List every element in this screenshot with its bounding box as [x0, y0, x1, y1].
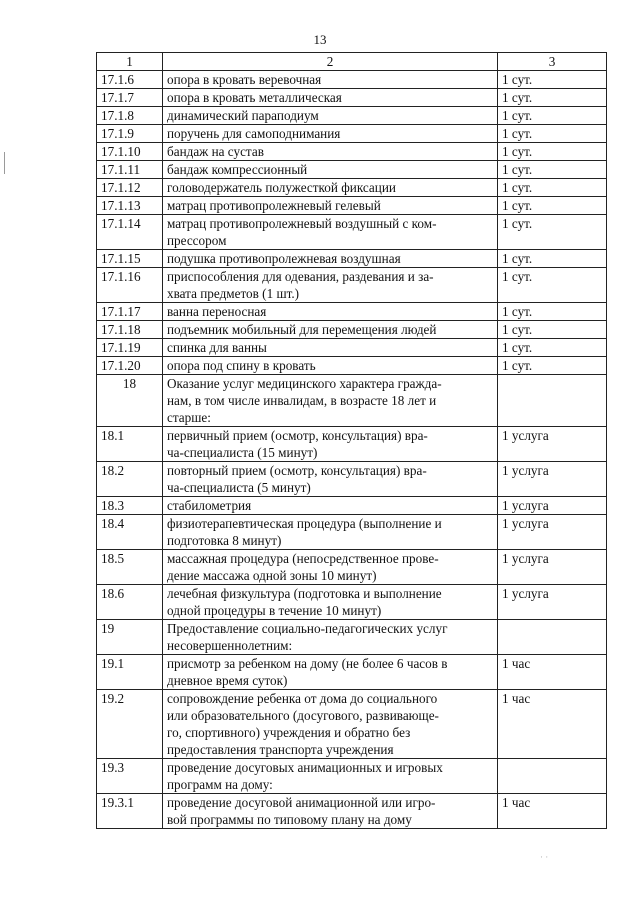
table-row [97, 197, 607, 215]
table-row [97, 179, 607, 197]
description-line: подготовка 8 минут) [167, 533, 282, 548]
description-line: первичный прием (осмотр, консультация) вра- [167, 428, 428, 443]
row-unit [498, 759, 607, 794]
row-unit [498, 375, 607, 427]
row-code: 17.1.18 [97, 321, 163, 339]
row-unit: 1 сут. [498, 161, 607, 179]
row-description [163, 427, 498, 462]
description-line: матрац противопролежневый гелевый [167, 198, 381, 213]
description-line: или образовательного (досугового, развивающе- [167, 708, 439, 723]
row-code: 17.1.16 [97, 268, 163, 303]
row-code: 18.1 [97, 427, 163, 462]
scan-noise: · · [540, 852, 549, 862]
row-unit: 1 услуга [498, 515, 607, 550]
row-description [163, 497, 498, 515]
row-unit: 1 сут. [498, 89, 607, 107]
table-row [97, 794, 607, 829]
row-description [163, 759, 498, 794]
row-code: 18.4 [97, 515, 163, 550]
row-unit [498, 620, 607, 655]
description-line: физиотерапевтическая процедура (выполнение и [167, 516, 442, 531]
row-description [163, 321, 498, 339]
row-unit: 1 сут. [498, 71, 607, 89]
description-line: одной процедуры в течение 10 минут) [167, 603, 382, 618]
table-row [97, 89, 607, 107]
row-description [163, 303, 498, 321]
row-description [163, 375, 498, 427]
description-line: Оказание услуг медицинского характера гражда- [167, 376, 442, 391]
row-description [163, 197, 498, 215]
description-line: нам, в том числе инвалидам, в возрасте 18 лет и [167, 393, 437, 408]
row-description [163, 143, 498, 161]
row-code: 19.3.1 [97, 794, 163, 829]
row-code: 19 [97, 620, 163, 655]
description-line: поручень для самоподнимания [167, 126, 341, 141]
description-line: динамический парaподиум [167, 108, 319, 123]
row-unit: 1 сут. [498, 250, 607, 268]
row-code: 17.1.11 [97, 161, 163, 179]
table-header-row [97, 53, 607, 71]
scan-margin-mark [4, 152, 5, 174]
table-row [97, 215, 607, 250]
description-line: спинка для ванны [167, 340, 267, 355]
row-code: 17.1.15 [97, 250, 163, 268]
table-row [97, 161, 607, 179]
row-code: 18.2 [97, 462, 163, 497]
header-col-3: 3 [498, 53, 607, 71]
row-code: 17.1.6 [97, 71, 163, 89]
row-unit: 1 сут. [498, 125, 607, 143]
description-line: подушка противопролежневая воздушная [167, 251, 401, 266]
description-line: хвата предметов (1 шт.) [167, 286, 300, 301]
row-code: 18.3 [97, 497, 163, 515]
page-number: 13 [313, 32, 327, 47]
row-code: 17.1.7 [97, 89, 163, 107]
row-unit: 1 час [498, 655, 607, 690]
description-line: сопровождение ребенка от дома до социального [167, 691, 438, 706]
row-unit: 1 сут. [498, 215, 607, 250]
row-code: 17.1.13 [97, 197, 163, 215]
description-line: опора в кровать веревочная [167, 72, 322, 87]
row-description [163, 107, 498, 125]
description-line: бандаж на сустав [167, 144, 264, 159]
row-description [163, 215, 498, 250]
services-table-body [97, 53, 607, 829]
row-unit: 1 услуга [498, 497, 607, 515]
row-unit: 1 сут. [498, 357, 607, 375]
row-unit: 1 услуга [498, 427, 607, 462]
row-description [163, 794, 498, 829]
row-code: 17.1.10 [97, 143, 163, 161]
description-line: предоставления транспорта учреждения [167, 742, 394, 757]
services-table [96, 52, 607, 829]
row-code: 17.1.20 [97, 357, 163, 375]
description-line: прессором [167, 233, 227, 248]
table-row [97, 585, 607, 620]
row-description [163, 515, 498, 550]
row-unit: 1 час [498, 794, 607, 829]
row-unit: 1 сут. [498, 321, 607, 339]
row-unit: 1 сут. [498, 303, 607, 321]
row-code: 18.5 [97, 550, 163, 585]
table-row [97, 125, 607, 143]
row-unit: 1 сут. [498, 268, 607, 303]
row-unit: 1 сут. [498, 143, 607, 161]
table-row [97, 303, 607, 321]
row-description [163, 550, 498, 585]
description-line: опора под спину в кровать [167, 358, 316, 373]
row-unit: 1 услуга [498, 550, 607, 585]
table-row [97, 497, 607, 515]
table-row [97, 690, 607, 759]
row-code: 17.1.12 [97, 179, 163, 197]
description-line: проведение досуговых анимационных и игровых [167, 760, 443, 775]
description-line: вой программы по типовому плану на дому [167, 812, 412, 827]
description-line: повторный прием (осмотр, консультация) вра- [167, 463, 427, 478]
row-code: 17.1.8 [97, 107, 163, 125]
row-description [163, 71, 498, 89]
row-code: 18 [97, 375, 163, 427]
row-description [163, 89, 498, 107]
description-line: Предоставление социально-педагогических услуг [167, 621, 448, 636]
table-row [97, 357, 607, 375]
description-line: матрац противопролежневый воздушный с ком- [167, 216, 437, 231]
row-description [163, 179, 498, 197]
table-row [97, 462, 607, 497]
row-unit: 1 услуга [498, 462, 607, 497]
table-row [97, 268, 607, 303]
row-code: 17.1.19 [97, 339, 163, 357]
row-unit: 1 услуга [498, 585, 607, 620]
row-description [163, 125, 498, 143]
row-unit: 1 сут. [498, 107, 607, 125]
row-description [163, 585, 498, 620]
table-row [97, 655, 607, 690]
table-row [97, 515, 607, 550]
description-line: ча-специалиста (5 минут) [167, 480, 311, 495]
row-code: 17.1.9 [97, 125, 163, 143]
row-code: 17.1.17 [97, 303, 163, 321]
description-line: головодержатель полужесткой фиксации [167, 180, 396, 195]
row-description [163, 250, 498, 268]
row-description [163, 690, 498, 759]
table-row [97, 339, 607, 357]
table-row [97, 71, 607, 89]
row-unit: 1 сут. [498, 179, 607, 197]
table-row [97, 107, 607, 125]
row-code: 19.1 [97, 655, 163, 690]
description-line: массажная процедура (непосредственное прове- [167, 551, 439, 566]
description-line: стабилометрия [167, 498, 252, 513]
row-description [163, 161, 498, 179]
description-line: проведение досуговой анимационной или игро- [167, 795, 436, 810]
row-description [163, 268, 498, 303]
row-unit: 1 сут. [498, 197, 607, 215]
row-unit: 1 час [498, 690, 607, 759]
row-description [163, 339, 498, 357]
description-line: го, спортивного) учреждения и обратно без [167, 725, 411, 740]
description-line: присмотр за ребенком на дому (не более 6 часов в [167, 656, 448, 671]
row-description [163, 620, 498, 655]
row-code: 17.1.14 [97, 215, 163, 250]
description-line: подъемник мобильный для перемещения людей [167, 322, 437, 337]
table-row [97, 321, 607, 339]
row-code: 18.6 [97, 585, 163, 620]
row-description [163, 357, 498, 375]
description-line: ча-специалиста (15 минут) [167, 445, 318, 460]
description-line: дневное время суток) [167, 673, 288, 688]
header-col-2: 2 [163, 53, 498, 71]
table-row [97, 550, 607, 585]
table-row [97, 427, 607, 462]
row-code: 19.3 [97, 759, 163, 794]
row-description [163, 655, 498, 690]
row-description [163, 462, 498, 497]
table-row [97, 250, 607, 268]
description-line: старше: [167, 410, 211, 425]
table-row [97, 375, 607, 427]
row-code: 19.2 [97, 690, 163, 759]
description-line: бандаж компрессионный [167, 162, 308, 177]
table-row [97, 620, 607, 655]
description-line: несовершеннолетним: [167, 638, 293, 653]
description-line: лечебная физкультура (подготовка и выполнение [167, 586, 442, 601]
description-line: дение массажа одной зоны 10 минут) [167, 568, 377, 583]
description-line: ванна переносная [167, 304, 267, 319]
description-line: программ на дому: [167, 777, 273, 792]
row-unit: 1 сут. [498, 339, 607, 357]
table-row [97, 759, 607, 794]
header-col-1: 1 [97, 53, 163, 71]
description-line: опора в кровать металлическая [167, 90, 342, 105]
table-row [97, 143, 607, 161]
description-line: приспособления для одевания, раздевания и за- [167, 269, 434, 284]
